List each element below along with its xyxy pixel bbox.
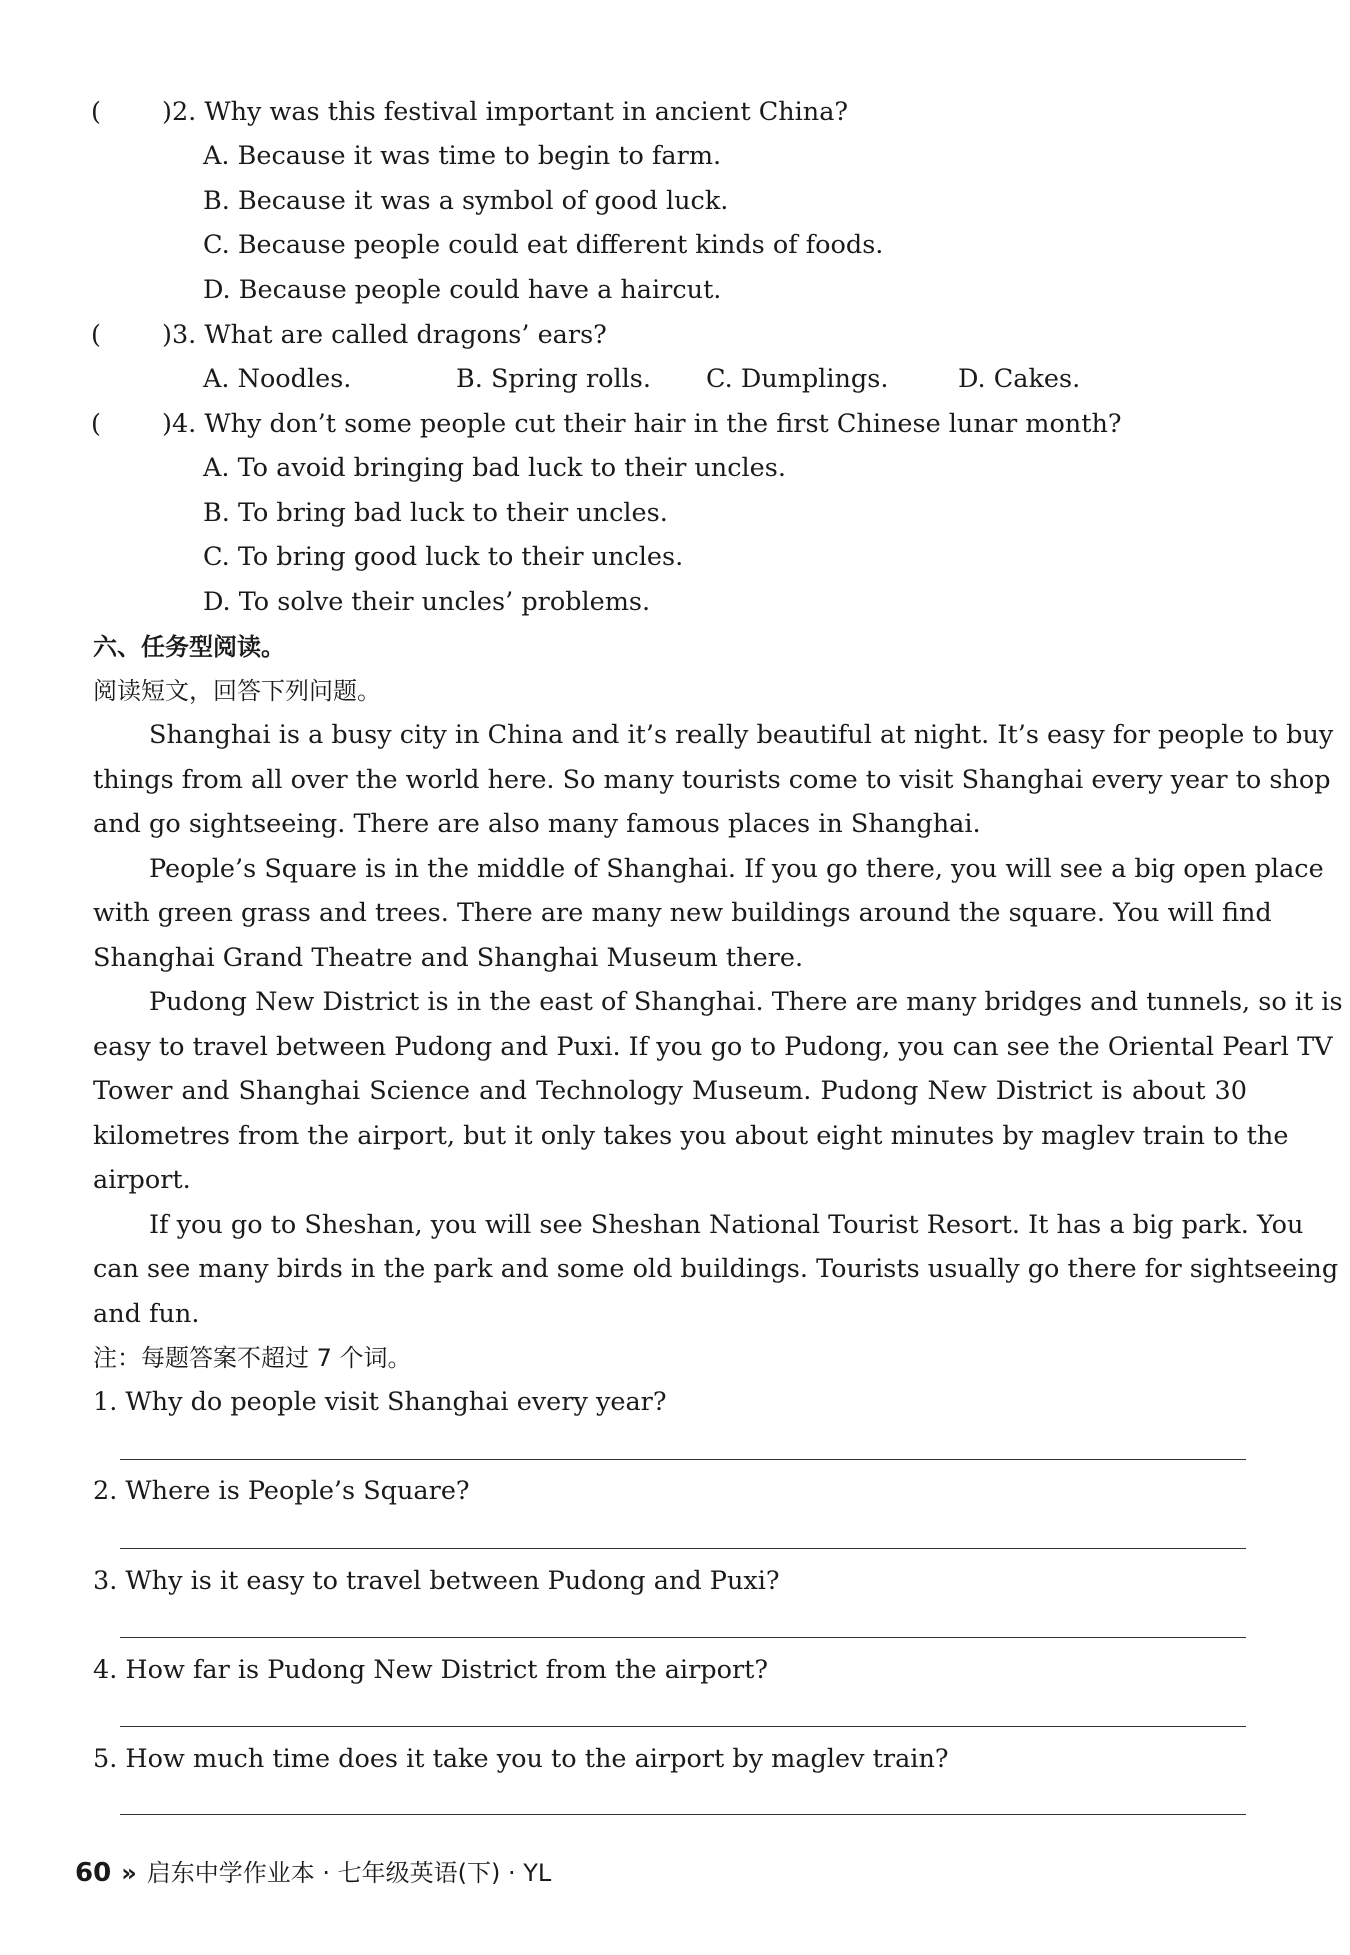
option-a: A. Because it was time to begin to farm. — [203, 141, 722, 171]
passage-line: and go sightseeing. There are also many famous places in Shanghai. — [93, 809, 981, 839]
question-stem: )3. What are called dragons’ ears? — [162, 320, 607, 350]
answer-note: 注：每题答案不超过 7 个词。 — [93, 1344, 412, 1372]
passage-line: Pudong New District is in the east of Shanghai. There are many bridges and tunnels, so it is — [149, 987, 1343, 1017]
option-a: A. Noodles. — [203, 364, 352, 394]
option-d: D. Cakes. — [958, 364, 1081, 394]
passage-line: easy to travel between Pudong and Puxi. If you go to Pudong, you can see the Oriental Pearl TV — [93, 1032, 1333, 1062]
passage-line: Shanghai is a busy city in China and it’s really beautiful at night. It’s easy for people to buy — [149, 720, 1334, 750]
answer-line[interactable] — [120, 1548, 1246, 1549]
passage-line: and fun. — [93, 1299, 200, 1329]
answer-question: 3. Why is it easy to travel between Pudong and Puxi? — [93, 1566, 780, 1596]
answer-line[interactable] — [120, 1637, 1246, 1638]
passage-line: Shanghai Grand Theatre and Shanghai Museum there. — [93, 943, 804, 973]
passage-line: can see many birds in the park and some old buildings. Tourists usually go there for sightseeing — [93, 1254, 1339, 1284]
answer-bracket[interactable]: ( — [91, 97, 101, 127]
passage-line: airport. — [93, 1165, 191, 1195]
book-title: 启东中学作业本 · 七年级英语(下) · YL — [146, 1859, 552, 1887]
section-instruction: 阅读短文，回答下列问题。 — [93, 677, 381, 705]
answer-bracket[interactable]: ( — [91, 409, 101, 439]
answer-line[interactable] — [120, 1459, 1246, 1460]
passage-line: things from all over the world here. So many tourists come to visit Shanghai every year to shop — [93, 765, 1331, 795]
question-stem: )4. Why don’t some people cut their hair in the first Chinese lunar month? — [162, 409, 1122, 439]
section-title: 六、任务型阅读。 — [93, 633, 285, 661]
answer-question: 5. How much time does it take you to the airport by maglev train? — [93, 1744, 949, 1774]
answer-question: 1. Why do people visit Shanghai every year? — [93, 1387, 667, 1417]
answer-question: 2. Where is People’s Square? — [93, 1476, 470, 1506]
answer-line[interactable] — [120, 1726, 1246, 1727]
question-stem: )2. Why was this festival important in ancient China? — [162, 97, 849, 127]
option-d: D. To solve their uncles’ problems. — [203, 587, 651, 617]
passage-line: with green grass and trees. There are many new buildings around the square. You will find — [93, 898, 1272, 928]
answer-bracket[interactable]: ( — [91, 320, 101, 350]
option-b: B. Because it was a symbol of good luck. — [203, 186, 729, 216]
page-footer — [75, 1856, 551, 1890]
option-b: B. Spring rolls. — [456, 364, 651, 394]
answer-line[interactable] — [120, 1814, 1246, 1815]
option-c: C. To bring good luck to their uncles. — [203, 542, 684, 572]
passage-line: Tower and Shanghai Science and Technology Museum. Pudong New District is about 30 — [93, 1076, 1247, 1106]
option-b: B. To bring bad luck to their uncles. — [203, 498, 668, 528]
passage-line: People’s Square is in the middle of Shanghai. If you go there, you will see a big open place — [149, 854, 1324, 884]
option-c: C. Because people could eat different kinds of foods. — [203, 230, 884, 260]
passage-line: kilometres from the airport, but it only takes you about eight minutes by maglev train to the — [93, 1121, 1289, 1151]
page-number: 60 — [75, 1858, 112, 1888]
chevron-right-icon: » — [121, 1859, 137, 1887]
answer-question: 4. How far is Pudong New District from the airport? — [93, 1655, 769, 1685]
option-c: C. Dumplings. — [706, 364, 889, 394]
option-d: D. Because people could have a haircut. — [203, 275, 722, 305]
passage-line: If you go to Sheshan, you will see Sheshan National Tourist Resort. It has a big park. You — [149, 1210, 1304, 1240]
option-a: A. To avoid bringing bad luck to their uncles. — [203, 453, 786, 483]
